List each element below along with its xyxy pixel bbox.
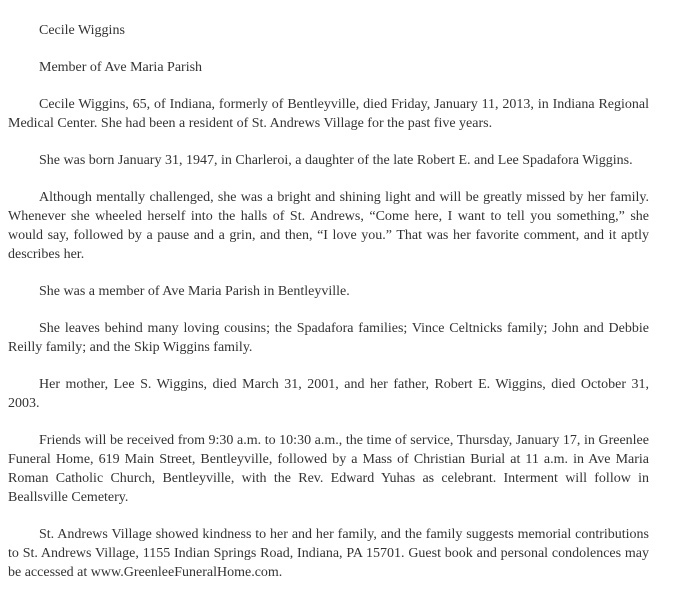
paragraph-personality: Although mentally challenged, she was a bright and shining light and will be greatly missed by her family. Whenever she wheeled herself into the halls of St. Andrews, “Come here, I want to tell you something,” she would say, followed by a pause and a grin, and then, “I love you.” That was her favorite comment, and it aptly describes her. [8, 190, 649, 262]
obituary-parish-line: Member of Ave Maria Parish [39, 60, 203, 75]
paragraph-birth: She was born January 31, 1947, in Charleroi, a daughter of the late Robert E. and Lee Spadafora Wiggins. [39, 153, 633, 168]
paragraph-memorials: St. Andrews Village showed kindness to her and her family, and the family suggests memorial contributions to St. Andrews Village, 1155 Indian Springs Road, Indiana, PA 15701. Guest book and personal condolences may be accessed at www.GreenleeFuneralHome.com. [8, 527, 649, 580]
paragraph-membership: She was a member of Ave Maria Parish in Bentleyville. [39, 284, 350, 299]
paragraph-services: Friends will be received from 9:30 a.m. to 10:30 a.m., the time of service, Thursday, January 17, in Greenlee Funeral Home, 619 Main Street, Bentleyville, followed by a Mass of Christian Burial at 11 a.m. in Ave Maria Roman Catholic Church, Bentleyville, with the Rev. Edward Yuhas as celebrant. Interment will follow in Beallsville Cemetery. [8, 433, 649, 505]
paragraph-death-notice: Cecile Wiggins, 65, of Indiana, formerly of Bentleyville, died Friday, January 11, 2013, in Indiana Regional Medical Center. She had been a resident of St. Andrews Village for the past five years. [8, 97, 649, 131]
obituary-name: Cecile Wiggins [39, 23, 125, 38]
paragraph-predeceased: Her mother, Lee S. Wiggins, died March 31, 2001, and her father, Robert E. Wiggins, died October 31, 2003. [8, 377, 649, 411]
obituary-article [8, 21, 649, 600]
paragraph-survivors: She leaves behind many loving cousins; the Spadafora families; Vince Celtnicks family; John and Debbie Reilly family; and the Skip Wiggins family. [8, 321, 649, 355]
